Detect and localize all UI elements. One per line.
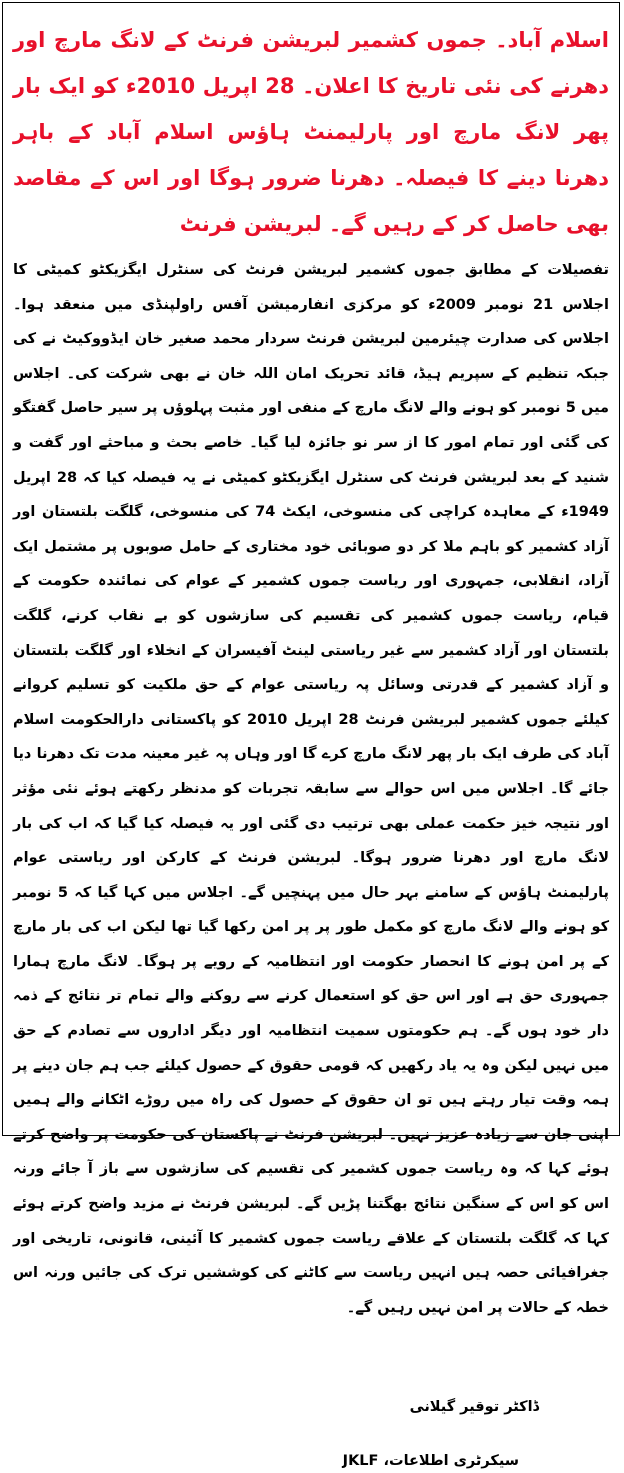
press-release <box>3 3 619 1473</box>
body-text: تفصیلات کے مطابق جموں کشمیر لبریشن فرنٹ کی سنٹرل ایگزیکٹو کمیٹی کا اجلاس 21 نومبر 2009ء کو مرکزی انفارمیشن آفس راولپنڈی میں منعقد ہوا۔ اجلاس کی صدارت چیئرمین لبریشن فرنٹ سردار محمد صغیر خان ایڈووکیٹ نے کی جبکہ تنظیم کے سپریم ہیڈ، قائد تحریک امان اللہ خان نے بھی شرکت کی۔ اجلاس میں 5 نومبر کو ہونے والے لانگ مارچ کے منفی اور مثبت پہلوؤں پر سیر حاصل گفتگو کی گئی اور تمام امور کا از سر نو جائزہ لیا گیا۔ خاصے بحث و مباحثے اور گفت و شنید کے بعد لبریشن فرنٹ کی سنٹرل ایگزیکٹو کمیٹی نے یہ فیصلہ کیا کہ 28 اپریل 1949ء کے معاہدہ کراچی کی منسوخی، ایکٹ 74 کی منسوخی، گلگت بلتستان اور آزاد کشمیر کو باہم ملا کر دو صوبائی خود مختاری کے حامل صوبوں پر مشتمل ایک آزاد، انقلابی، جمہوری اور ریاست جموں کشمیر کے عوام کی نمائندہ حکومت کے قیام، ریاست جموں کشمیر کی تقسیم کی سازشوں کو بے نقاب کرنے، گلگت بلتستان اور آزاد کشمیر سے غیر ریاستی لینٹ آفیسران کے انخلاء اور گلگت بلتستان و آزاد کشمیر کے قدرتی وسائل پہ ریاستی عوام کے حق ملکیت کو تسلیم کروانے کیلئے جموں کشمیر لبریشن فرنٹ 28 اپریل 2010 کو پاکستانی دارالحکومت اسلام آباد کی طرف ایک بار پھر لانگ مارچ کرے گا اور وہاں پہ غیر معینہ مدت تک دھرنا دیا جائے گا۔ اجلاس میں اس حوالے سے سابقہ تجربات کو مدنظر رکھتے ہوئے نئی مؤثر اور نتیجہ خیز حکمت عملی بھی ترتیب دی گئی اور یہ فیصلہ کیا گیا کہ اب کی بار لانگ مارچ اور دھرنا ضرور ہوگا۔ لبریشن فرنٹ کے کارکن اور ریاستی عوام پارلیمنٹ ہاؤس کے سامنے بہر حال میں پہنچیں گے۔ اجلاس میں کہا گیا کہ 5 نومبر کو ہونے والے لانگ مارچ کو مکمل طور پر پر امن رکھا گیا تھا لیکن اب کی بار مارچ کے پر امن ہونے کا انحصار حکومت اور انتظامیہ کے رویے پر ہوگا۔ لانگ مارچ ہمارا جمہوری حق ہے اور اس حق کو استعمال کرنے سے روکنے والے تمام تر نتائج کے ذمہ دار خود ہوں گے۔ ہم حکومتوں سمیت انتظامیہ اور دیگر اداروں سے تصادم کے حق میں نہیں لیکن وہ یہ یاد رکھیں کہ قومی حقوق کے حصول کیلئے جب ہم جان دینے پر ہمہ وقت تیار رہتے ہیں تو ان حقوق کے حصول کی راہ میں روڑے اٹکانے والے ہمیں اپنی جان سے زیادہ عزیز نہیں۔ لبریشن فرنٹ نے پاکستان کی حکومت پر واضح کرتے ہوئے کہا کہ وہ ریاست جموں کشمیر کی تقسیم کی سازشوں سے باز آ جائے ورنہ اس کو اس کے سنگین نتائج بھگتنا پڑیں گے۔ لبریشن فرنٹ نے مزید واضح کرتے ہوئے کہا کہ گلگت بلتستان کے علاقے ریاست جموں کشمیر کا آئینی، قانونی، تاریخی اور جغرافیائی حصہ ہیں انہیں ریاست سے کاٹنے کی کوششیں ترک کی جائیں ورنہ اس خطہ کے حالات پر امن نہیں رہیں گے۔ <box>13 262 609 1316</box>
document-frame <box>2 2 620 1470</box>
signature-block <box>13 1395 609 1473</box>
headline: اسلام آباد۔ جموں کشمیر لبریشن فرنٹ کے لانگ مارچ اور دھرنے کی نئی تاریخ کا اعلان۔ 28 اپریل 2010ء کو ایک بار پھر لانگ مارچ اور پارلیمنٹ ہاؤس اسلام آباد کے باہر دھرنا دینے کا فیصلہ۔ دھرنا ضرور ہوگا اور اس کے مقاصد بھی حاصل کر کے رہیں گے۔ لبریشن فرنٹ <box>13 28 609 236</box>
signatory-name: ڈاکٹر توقیر گیلانی <box>409 1399 539 1416</box>
signatory-title: سیکرٹری اطلاعات، JKLF <box>342 1453 519 1470</box>
